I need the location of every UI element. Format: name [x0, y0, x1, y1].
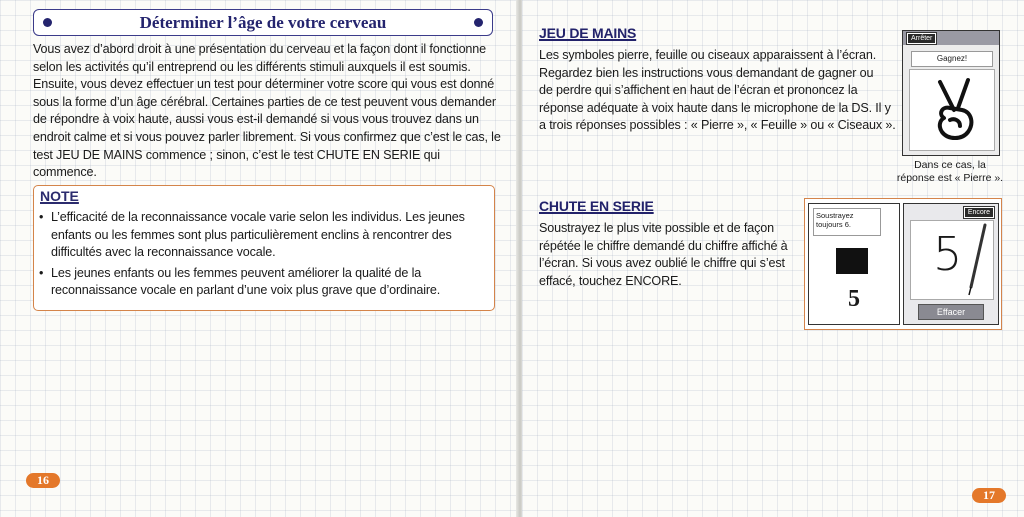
erased-number-block-icon	[836, 248, 868, 274]
text-line: réponse adéquate à voix haute dans le microphone de la DS. Il y	[539, 100, 891, 115]
jeu-de-mains-screen	[902, 30, 1000, 156]
intro-line: sous la forme d’un âge cérébral. Certaines parties de ce test peuvent vous demander	[33, 94, 496, 109]
bottom-screen	[903, 203, 999, 325]
displayed-number: 5	[848, 286, 860, 312]
page-number: 17	[972, 488, 1006, 503]
symbol-area	[909, 69, 995, 151]
top-screen	[808, 203, 900, 325]
erase-button[interactable]: Effacer	[918, 304, 984, 320]
text-line: effacé, touchez ENCORE.	[539, 273, 682, 288]
intro-line: selon les activités qu’il entreprend ou les différents stimuli auxquels il est soumis.	[33, 59, 471, 74]
instruction-line: toujours 6.	[816, 220, 852, 229]
intro-paragraph	[33, 41, 503, 182]
intro-line: Vous avez d’abord droit à une présentation du cerveau et la façon dont il fonctionne	[33, 42, 486, 56]
right-page	[522, 0, 1024, 517]
instruction-box: Gagnez!	[911, 51, 993, 67]
text-line: Regardez bien les instructions vous demandant de gagner ou	[539, 65, 874, 80]
stylus-icon	[911, 221, 993, 299]
handwritten-digit: 5	[933, 227, 963, 281]
chute-en-serie-paragraph	[539, 220, 804, 290]
note-item	[38, 209, 490, 262]
note-line: difficultés avec la reconnaissance vocale.	[51, 245, 276, 260]
note-heading: NOTE	[40, 188, 79, 204]
bullet-icon: •	[39, 265, 44, 280]
bullet-icon: •	[39, 210, 44, 224]
jeu-de-mains-caption	[894, 159, 1006, 185]
note-item	[38, 265, 490, 300]
note-line: Les jeunes enfants ou les femmes peuvent améliorer la qualité de la	[51, 265, 422, 280]
note-line: reconnaissance vocale en parlant d’une voix plus grave que d’ordinaire.	[51, 283, 441, 298]
note-list	[38, 209, 490, 303]
instruction-line: Soustrayez	[816, 211, 854, 220]
writing-area[interactable]	[910, 220, 994, 300]
instruction-box	[813, 208, 881, 236]
caption-line: réponse est « Pierre ».	[896, 172, 1004, 184]
scissors-hand-icon	[910, 70, 994, 150]
jeu-de-mains-heading: JEU DE MAINS	[539, 25, 637, 41]
intro-line: endroit calme et si vous pouvez parler librement. Si vous confirmez que c’est le cas, le	[33, 129, 501, 144]
stop-button[interactable]: Arrêter	[907, 33, 936, 44]
text-line: de perdre qui s’affichent en haut de l’écran et prononcez la	[539, 83, 858, 98]
note-box	[33, 185, 495, 311]
text-line: répétée le chiffre demandé du chiffre affiché à	[539, 238, 788, 253]
chute-en-serie-heading: CHUTE EN SERIE	[539, 198, 654, 214]
page-number: 16	[26, 473, 60, 488]
caption-line: Dans ce cas, la	[914, 159, 986, 171]
jeu-de-mains-paragraph	[539, 47, 904, 135]
intro-line: test JEU DE MAINS commence ; sinon, c’est le test CHUTE EN SERIE qui commence.	[33, 147, 440, 180]
text-line: Les symboles pierre, feuille ou ciseaux apparaissent à l’écran.	[539, 48, 877, 62]
intro-line: Ensuite, vous devez effectuer un test pour déterminer votre score qui vous est donné	[33, 77, 495, 92]
note-line: L’efficacité de la reconnaissance vocale varie selon les individus. Les jeunes	[51, 210, 465, 224]
text-line: a trois réponses possibles : « Pierre », « Feuille » ou « Ciseaux ».	[539, 118, 896, 133]
intro-line: de répondre à voix haute, aussi vous est-il demandé si vous vous trouvez dans un	[33, 112, 479, 127]
title-bullet-right-icon	[474, 18, 483, 27]
section-title-box	[33, 9, 493, 36]
chute-en-serie-figure	[804, 198, 1002, 330]
page-title: Déterminer l’âge de votre cerveau	[139, 12, 387, 32]
text-line: l’écran. Si vous avez oublié le chiffre qui s’est	[539, 256, 785, 271]
again-button[interactable]: Encore	[964, 207, 994, 218]
text-line: Soustrayez le plus vite possible et de façon	[539, 221, 774, 235]
note-line: enfants ou les femmes sont plus particulièrement enclins à rencontrer des	[51, 227, 452, 242]
title-bullet-left-icon	[43, 18, 52, 27]
